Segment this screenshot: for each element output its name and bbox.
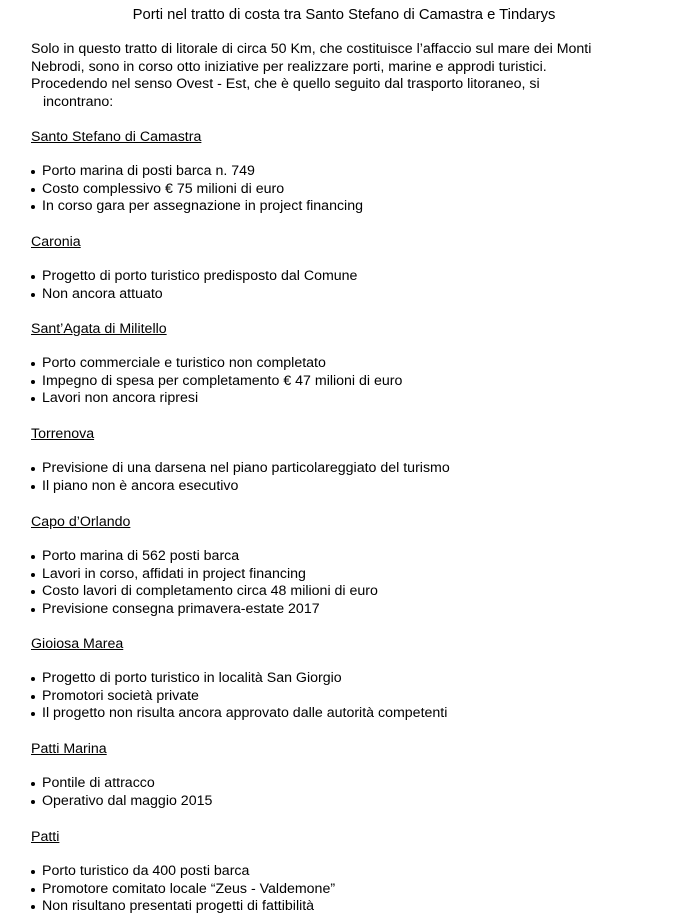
intro-paragraph: [31, 41, 633, 112]
bullet-list: [31, 460, 671, 495]
section-torrenova: [31, 425, 671, 495]
section-patti: [31, 828, 671, 916]
bullet-list: [31, 670, 671, 723]
list-item-text: Porto marina di 562 posti barca: [42, 548, 240, 564]
intro-line: Procedendo nel senso Ovest - Est, che è quello seguito dal trasporto litoraneo, si: [31, 76, 540, 93]
intro-line: Solo in questo tratto di litorale di circa 50 Km, che costituisce l’affaccio sul mare dei Monti: [31, 41, 592, 57]
list-item: [31, 601, 671, 619]
section-heading: Gioiosa Marea: [31, 636, 124, 652]
section-heading: Capo d’Orlando: [31, 514, 131, 530]
list-item-text: Lavori in corso, affidati in project financing: [42, 565, 306, 582]
list-item-text: Previsione consegna primavera-estate 2017: [42, 600, 320, 617]
list-item: [31, 390, 671, 408]
list-item-text: Non risultano presentati progetti di fattibilità: [42, 898, 315, 915]
bullet-list: [31, 268, 671, 303]
list-item-text: Porto commerciale e turistico non completato: [42, 355, 326, 371]
list-item-text: In corso gara per assegnazione in project financing: [42, 198, 363, 215]
section-heading: Caronia: [31, 234, 81, 250]
list-item-text: Porto marina di posti barca n. 749: [42, 163, 255, 179]
section-capo-dorlando: [31, 513, 671, 618]
list-item-text: Impegno di spesa per completamento € 47 milioni di euro: [42, 372, 403, 389]
list-item: [31, 670, 671, 688]
list-item: [31, 548, 671, 566]
list-item-text: Operativo dal maggio 2015: [42, 792, 213, 809]
section-heading: Torrenova: [31, 426, 95, 442]
bullet-list: [31, 548, 671, 618]
list-item: [31, 268, 671, 286]
list-item-text: Previsione di una darsena nel piano particolareggiato del turismo: [42, 460, 450, 476]
intro-line: incontrano:: [43, 94, 114, 111]
list-item: [31, 460, 671, 478]
section-gioiosa-marea: [31, 635, 671, 723]
bullet-list: [31, 163, 671, 216]
list-item-text: Porto turistico da 400 posti barca: [42, 863, 250, 879]
list-item: [31, 198, 671, 216]
bullet-list: [31, 355, 671, 408]
list-item-text: Non ancora attuato: [42, 285, 163, 302]
list-item: [31, 898, 671, 916]
list-item-text: Promotori società private: [42, 687, 199, 704]
list-item: [31, 181, 671, 199]
list-item-text: Progetto di porto turistico predisposto dal Comune: [42, 268, 358, 284]
list-item: [31, 688, 671, 706]
section-sant-agata: [31, 320, 671, 408]
list-item-text: Costo complessivo € 75 milioni di euro: [42, 180, 285, 197]
list-item-text: Il progetto non risulta ancora approvato dalle autorità competenti: [42, 705, 448, 722]
bullet-list: [31, 775, 671, 810]
list-item: [31, 705, 671, 723]
list-item: [31, 163, 671, 181]
section-heading: Patti Marina: [31, 741, 107, 757]
section-patti-marina: [31, 740, 671, 810]
list-item: [31, 863, 671, 881]
section-heading: Sant’Agata di Militello: [31, 321, 167, 337]
list-item: [31, 583, 671, 601]
list-item-text: Lavori non ancora ripresi: [42, 390, 199, 407]
list-item: [31, 286, 671, 304]
list-item-text: Progetto di porto turistico in località San Giorgio: [42, 670, 342, 686]
list-item-text: Pontile di attracco: [42, 775, 155, 791]
list-item: [31, 793, 671, 811]
list-item: [31, 355, 671, 373]
list-item: [31, 881, 671, 899]
list-item: [31, 373, 671, 391]
document-title: Porti nel tratto di costa tra Santo Stefano di Camastra e Tindarys: [132, 7, 556, 23]
list-item-text: Il piano non è ancora esecutivo: [42, 477, 239, 494]
intro-line: Nebrodi, sono in corso otto iniziative per realizzare porti, marine e approdi turistici.: [31, 58, 547, 75]
section-santo-stefano: [31, 128, 671, 216]
section-caronia: [31, 233, 671, 303]
section-heading: Patti: [31, 829, 60, 845]
list-item: [31, 566, 671, 584]
list-item: [31, 478, 671, 496]
bullet-list: [31, 863, 671, 916]
list-item-text: Promotore comitato locale “Zeus - Valdemone”: [42, 880, 336, 897]
list-item-text: Costo lavori di completamento circa 48 milioni di euro: [42, 583, 378, 600]
section-heading: Santo Stefano di Camastra: [31, 129, 202, 145]
list-item: [31, 775, 671, 793]
